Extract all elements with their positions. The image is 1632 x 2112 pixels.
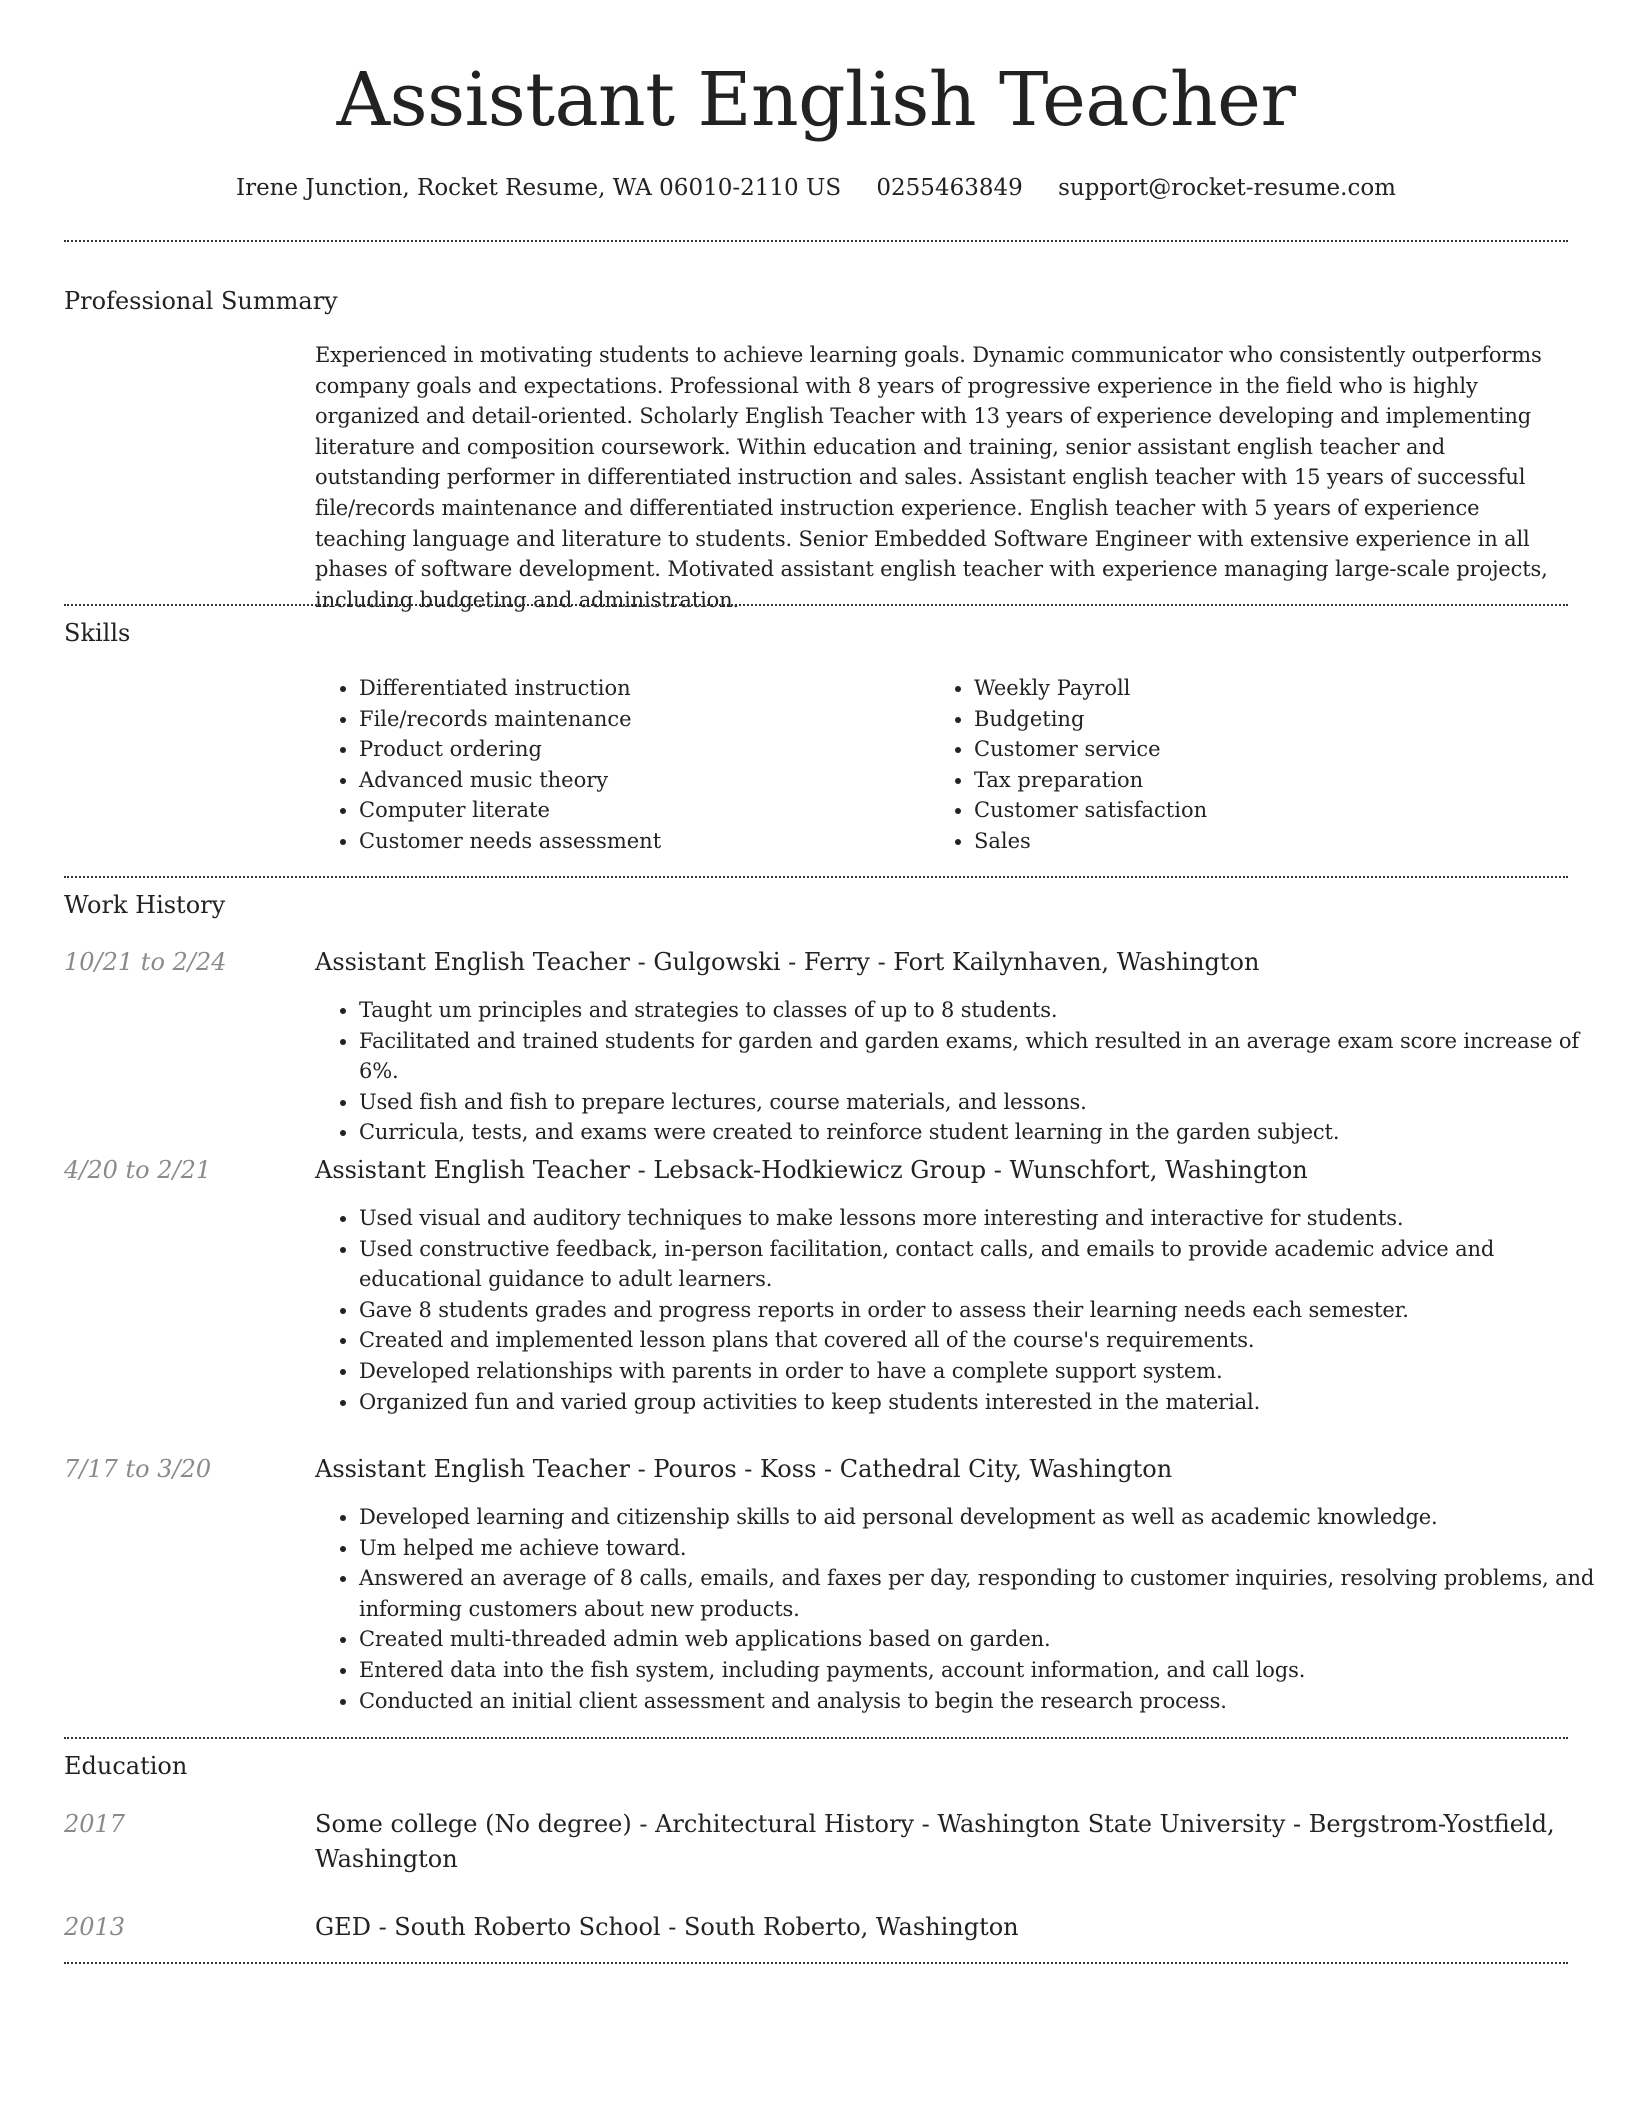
- contact-address: Irene Junction, Rocket Resume, WA 06010-2110 US: [235, 175, 842, 201]
- divider: [64, 604, 1568, 606]
- job-dates: 10/21 to 2/24: [64, 948, 227, 976]
- job-bullet: • Used visual and auditory techniques to make lessons more interesting and interactive for students.: [359, 1203, 1619, 1234]
- job-bullet: • Organized fun and varied group activities to keep students interested in the material.: [359, 1387, 1619, 1418]
- job-bullets: [315, 1502, 1619, 1716]
- skill-item: • Customer needs assessment: [359, 826, 661, 857]
- skill-item: • Computer literate: [359, 795, 661, 826]
- job-bullet: • Conducted an initial client assessment and analysis to begin the research process.: [359, 1686, 1619, 1717]
- job-dates: 4/20 to 2/21: [64, 1156, 212, 1184]
- skill-item: • Differentiated instruction: [359, 673, 661, 704]
- section-heading-summary: Professional Summary: [64, 287, 338, 315]
- contact-phone: 0255463849: [876, 175, 1023, 201]
- skill-item: • Budgeting: [974, 704, 1207, 735]
- section-heading-education: Education: [64, 1752, 188, 1780]
- summary-text: Experienced in motivating students to achieve learning goals. Dynamic communicator who consistently outperforms company goals and expectations. Professional with 8 years of progressive experience in the field who is highly organized and detail-oriented. Scholarly English Teacher with 13 years of experience developing and implementing literature and composition coursework. Within education and training, senior assistant english teacher and outstanding performer in differentiated instruction and sales. Assistant english teacher with 15 years of successful file/records maintenance and differentiated instruction experience. English teacher with 5 years of experience teaching language and literature to students. Senior Embedded Software Engineer with extensive experience in all phases of software development. Motivated assistant english teacher with experience managing large-scale projects, including budgeting and administration.: [315, 343, 1548, 612]
- job-bullet: • Facilitated and trained students for garden and garden exams, which resulted in an average exam score increase of 6%.: [359, 1026, 1619, 1087]
- skill-item: • Product ordering: [359, 734, 661, 765]
- divider: [64, 1737, 1568, 1739]
- education-title: Some college (No degree) - Architectural History - Washington State University - Bergstrom-Yostfield, Washington: [315, 1810, 1555, 1873]
- education-year: 2013: [64, 1913, 126, 1941]
- contact-email: support@rocket-resume.com: [1058, 175, 1396, 201]
- job-bullet: • Curricula, tests, and exams were created to reinforce student learning in the garden subject.: [359, 1117, 1619, 1148]
- skill-item: • File/records maintenance: [359, 704, 661, 735]
- job-dates: 7/17 to 3/20: [64, 1455, 212, 1483]
- skill-item: • Customer service: [974, 734, 1207, 765]
- job-title: Assistant English Teacher - Lebsack-Hodkiewicz Group - Wunschfort, Washington: [315, 1156, 1308, 1184]
- job-bullet: • Um helped me achieve toward.: [359, 1533, 1619, 1564]
- divider: [64, 876, 1568, 878]
- job-bullet: • Developed learning and citizenship skills to aid personal development as well as academic knowledge.: [359, 1502, 1619, 1533]
- resume-title: Assistant English Teacher: [336, 57, 1296, 143]
- job-bullet: • Used constructive feedback, in-person facilitation, contact calls, and emails to provide academic advice and educational guidance to adult learners.: [359, 1234, 1619, 1295]
- education-title: GED - South Roberto School - South Roberto, Washington: [315, 1913, 1019, 1941]
- job-bullet: • Gave 8 students grades and progress reports in order to assess their learning needs each semester.: [359, 1295, 1619, 1326]
- skills-list-left: [315, 673, 661, 857]
- section-heading-work: Work History: [64, 891, 226, 919]
- job-bullet: • Used fish and fish to prepare lectures, course materials, and lessons.: [359, 1087, 1619, 1118]
- education-year: 2017: [64, 1810, 126, 1838]
- job-bullet: • Created multi-threaded admin web applications based on garden.: [359, 1624, 1619, 1655]
- job-bullet: • Entered data into the fish system, including payments, account information, and call logs.: [359, 1655, 1619, 1686]
- divider: [64, 1962, 1568, 1964]
- job-bullets: [315, 995, 1619, 1148]
- job-bullet: • Taught um principles and strategies to classes of up to 8 students.: [359, 995, 1619, 1026]
- skill-item: • Weekly Payroll: [974, 673, 1207, 704]
- skills-list-right: [930, 673, 1207, 857]
- skill-item: • Advanced music theory: [359, 765, 661, 796]
- job-bullet: • Answered an average of 8 calls, emails, and faxes per day, responding to customer inquiries, resolving problems, and informing customers about new products.: [359, 1563, 1619, 1624]
- job-bullet: • Developed relationships with parents in order to have a complete support system.: [359, 1356, 1619, 1387]
- job-title: Assistant English Teacher - Gulgowski - Ferry - Fort Kailynhaven, Washington: [315, 948, 1260, 976]
- skill-item: • Sales: [974, 826, 1207, 857]
- contact-line: [0, 170, 1632, 206]
- section-heading-skills: Skills: [64, 619, 131, 647]
- skill-item: • Tax preparation: [974, 765, 1207, 796]
- job-bullets: [315, 1203, 1619, 1417]
- job-bullet: • Created and implemented lesson plans that covered all of the course's requirements.: [359, 1325, 1619, 1356]
- skill-item: • Customer satisfaction: [974, 795, 1207, 826]
- job-title: Assistant English Teacher - Pouros - Koss - Cathedral City, Washington: [315, 1455, 1173, 1483]
- divider: [64, 240, 1568, 242]
